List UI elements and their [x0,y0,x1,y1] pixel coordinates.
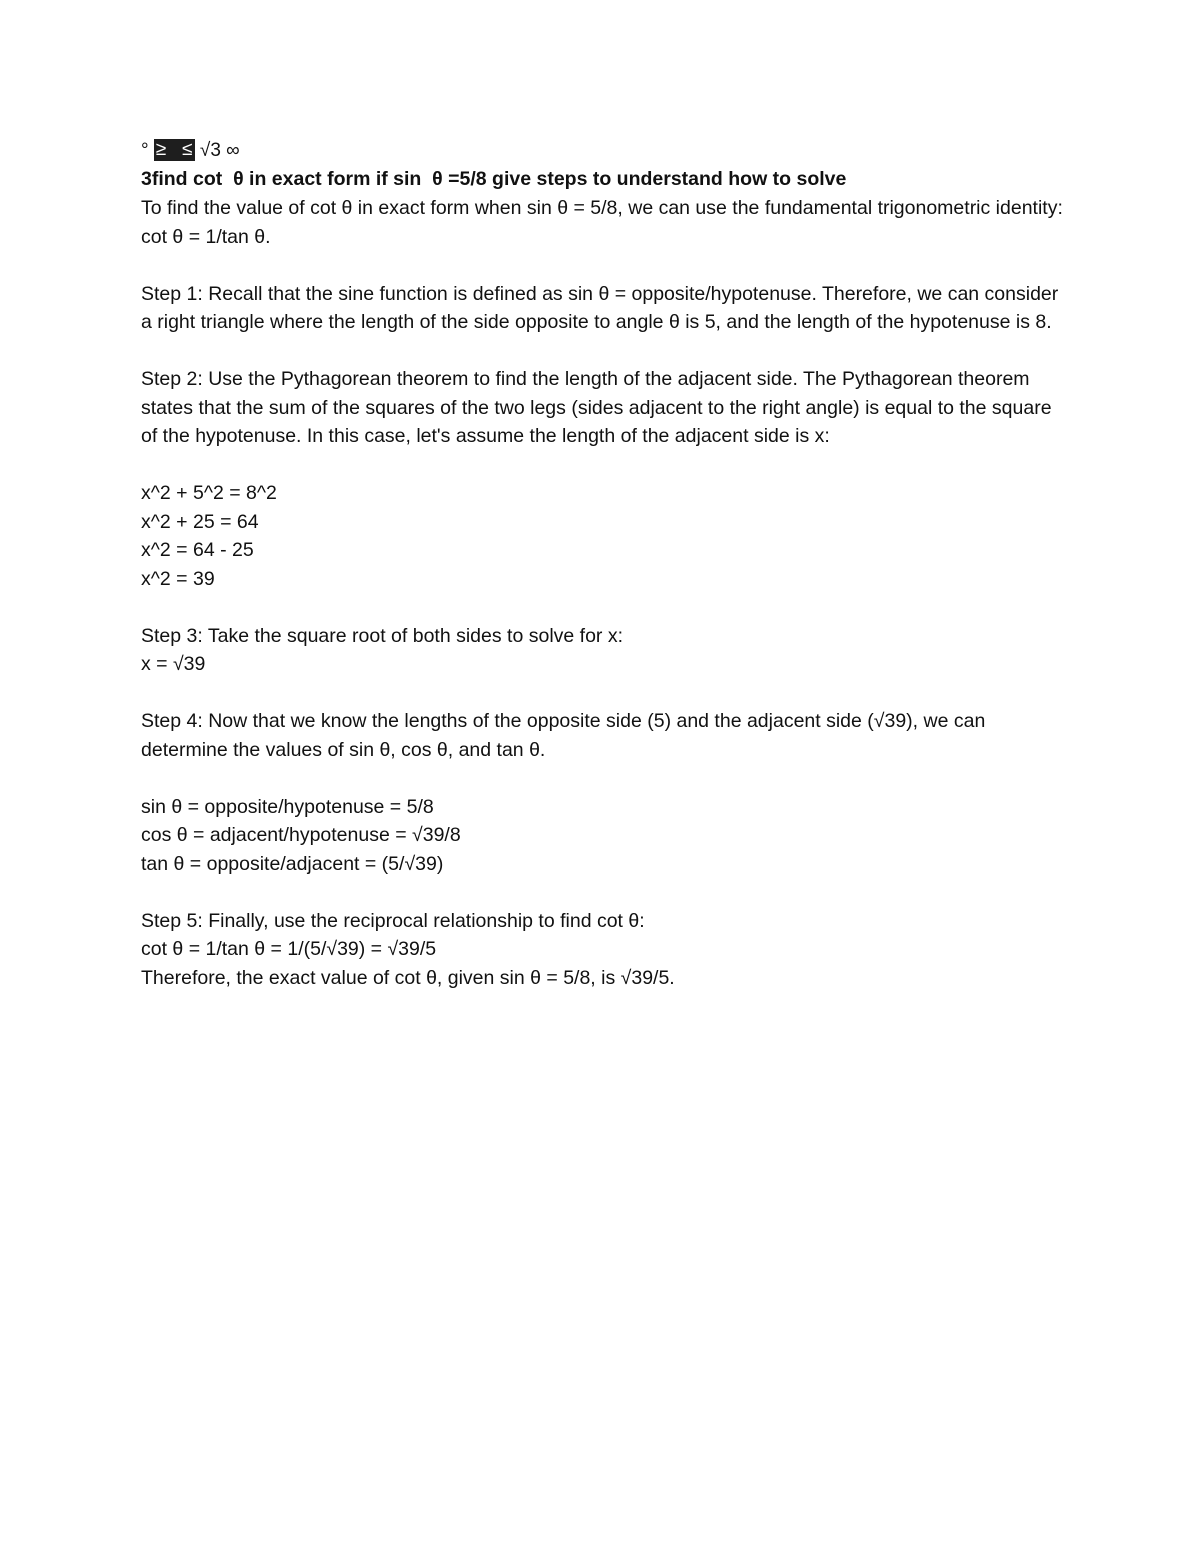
blank-line [141,451,1071,480]
degree-symbol: ° [141,140,149,161]
question-title: 3find cot θ in exact form if sin θ =5/8 give steps to understand how to solve [141,168,847,190]
equation-line: x^2 + 25 = 64 [141,510,259,533]
sqrt3-symbol: √3 [199,140,221,161]
infinity-symbol: ∞ [226,140,240,161]
step4-paragraph: Step 4: Now that we know the lengths of the opposite side (5) and the adjacent side (√39), we can determine the values of sin θ, cos θ, and tan θ. [141,710,991,761]
equation-line: x^2 = 64 - 25 [141,539,254,561]
step3-result: x = √39 [141,653,206,675]
ratio-line: cos θ = adjacent/hypotenuse = √39/8 [141,824,461,846]
ratio-line: tan θ = opposite/adjacent = (5/√39) [141,852,444,875]
intro-paragraph: To find the value of cot θ in exact form when sin θ = 5/8, we can use the fundamental trigonometric identity: cot θ = 1/tan θ. [141,197,1069,248]
symbol-row [141,137,1071,165]
conclusion-line: Therefore, the exact value of cot θ, given sin θ = 5/8, is √39/5. [141,966,675,989]
document-page [141,137,1071,992]
blank-line [141,878,1071,907]
symbol-highlight [154,139,195,161]
blank-line [141,337,1071,366]
less-equal-symbol: ≤ [182,139,193,160]
step2-paragraph: Step 2: Use the Pythagorean theorem to find the length of the adjacent side. The Pythagorean theorem states that the sum of the squares of the two legs (sides adjacent to the right angle) is equal to the square of the hypotenuse. In this case, let's assume the length of the adjacent side is x: [141,368,1057,447]
step3-line: Step 3: Take the square root of both sides to solve for x: [141,624,624,647]
ratio-line: sin θ = opposite/hypotenuse = 5/8 [141,795,434,818]
step5-result: cot θ = 1/tan θ = 1/(5/√39) = √39/5 [141,938,437,960]
step5-line: Step 5: Finally, use the reciprocal relationship to find cot θ: [141,909,645,932]
step1-paragraph: Step 1: Recall that the sine function is defined as sin θ = opposite/hypotenuse. Therefore, we can consider a right triangle where the length of the side opposite to angle θ is 5, and the length of the hypotenuse is 8. [141,282,1064,333]
blank-line [141,251,1071,280]
equation-line: x^2 + 5^2 = 8^2 [141,482,277,504]
greater-equal-symbol: ≥ [155,139,167,160]
equation-line: x^2 = 39 [141,567,215,590]
blank-line [141,764,1071,793]
blank-line [141,679,1071,708]
blank-line [141,593,1071,622]
